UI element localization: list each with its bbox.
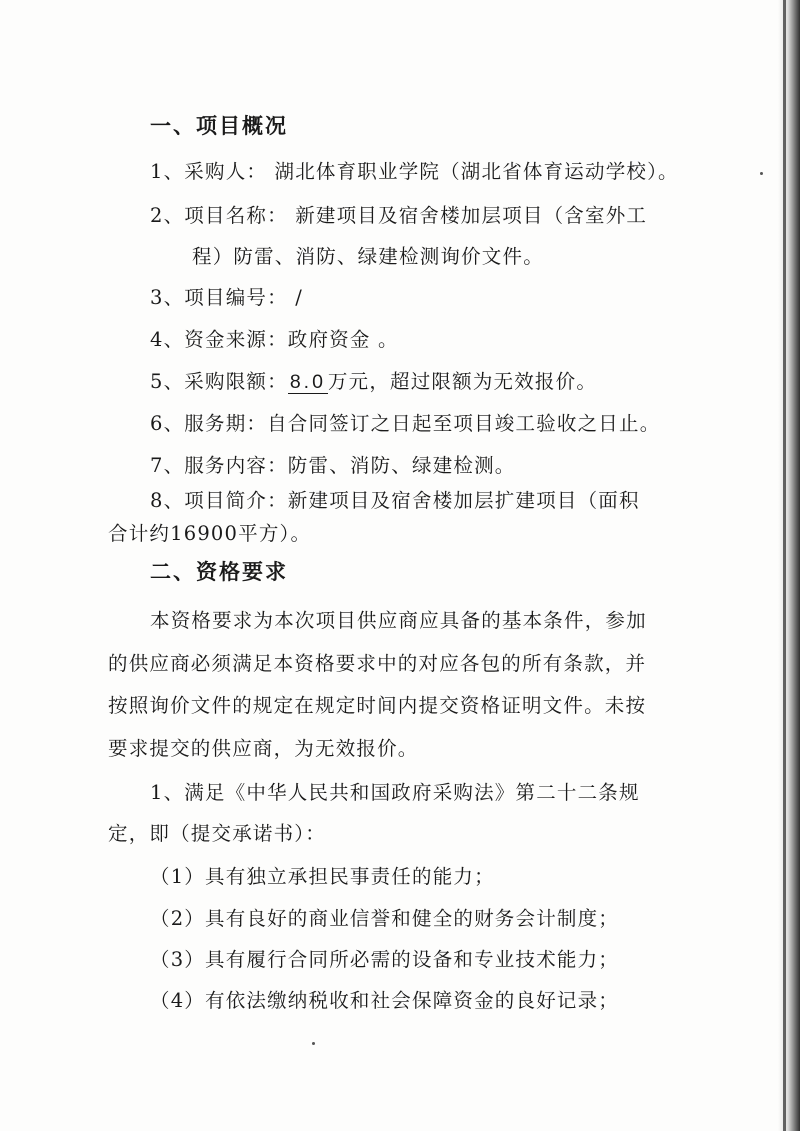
purchase-limit-suffix: 万元，超过限额为无效报价。 xyxy=(327,370,598,393)
project-number-line: 3、项目编号： / xyxy=(150,286,303,309)
section1-heading: 一、项目概况 xyxy=(150,113,288,138)
requirement-item-2: （2）具有良好的商业信誉和健全的财务会计制度； xyxy=(150,907,620,930)
requirement-1-line-1: 1、满足《中华人民共和国政府采购法》第二十二条规 xyxy=(150,781,640,804)
service-content-line: 7、服务内容：防雷、消防、绿建检测。 xyxy=(150,454,516,477)
qualification-intro-line-2: 的供应商必须满足本资格要求中的对应各包的所有条款，并 xyxy=(108,652,647,675)
requirement-item-1: （1）具有独立承担民事责任的能力； xyxy=(150,865,495,888)
purchaser-line: 1、采购人： 湖北体育职业学院（湖北省体育运动学校）。 xyxy=(150,160,679,183)
service-period-line: 6、服务期：自合同签订之日起至项目竣工验收之日止。 xyxy=(150,412,661,435)
requirement-item-3: （3）具有履行合同所必需的设备和专业技术能力； xyxy=(150,948,620,971)
requirement-1-line-2: 定，即（提交承诺书）： xyxy=(108,822,326,845)
fund-source-line: 4、资金来源：政府资金 。 xyxy=(150,328,399,351)
scan-edge-line xyxy=(783,0,786,1131)
project-brief-line-2: 合计约16900平方）。 xyxy=(108,522,312,545)
project-brief-line-1: 8、项目简介：新建项目及宿舍楼加层扩建项目（面积 xyxy=(150,489,640,512)
purchase-limit-value: 8.0 xyxy=(289,371,326,393)
qualification-intro-line-3: 按照询价文件的规定在规定时间内提交资格证明文件。未按 xyxy=(108,694,647,717)
project-name-line-1: 2、项目名称： 新建项目及宿舍楼加层项目（含室外工 xyxy=(150,204,648,227)
project-name-line-2: 程）防雷、消防、绿建检测询价文件。 xyxy=(192,245,544,268)
qualification-intro-line-1: 本资格要求为本次项目供应商应具备的基本条件，参加 xyxy=(150,609,647,632)
qualification-intro-line-4: 要求提交的供应商，为无效报价。 xyxy=(108,737,419,760)
requirement-item-4: （4）有依法缴纳税收和社会保障资金的良好记录； xyxy=(150,989,620,1012)
scan-shadow-edge xyxy=(778,0,800,1131)
scan-speck xyxy=(312,1042,315,1045)
purchase-limit-label: 5、采购限额： xyxy=(150,370,288,393)
purchase-limit-line xyxy=(150,366,597,394)
scan-speck xyxy=(760,172,763,175)
section2-heading: 二、资格要求 xyxy=(150,559,288,584)
